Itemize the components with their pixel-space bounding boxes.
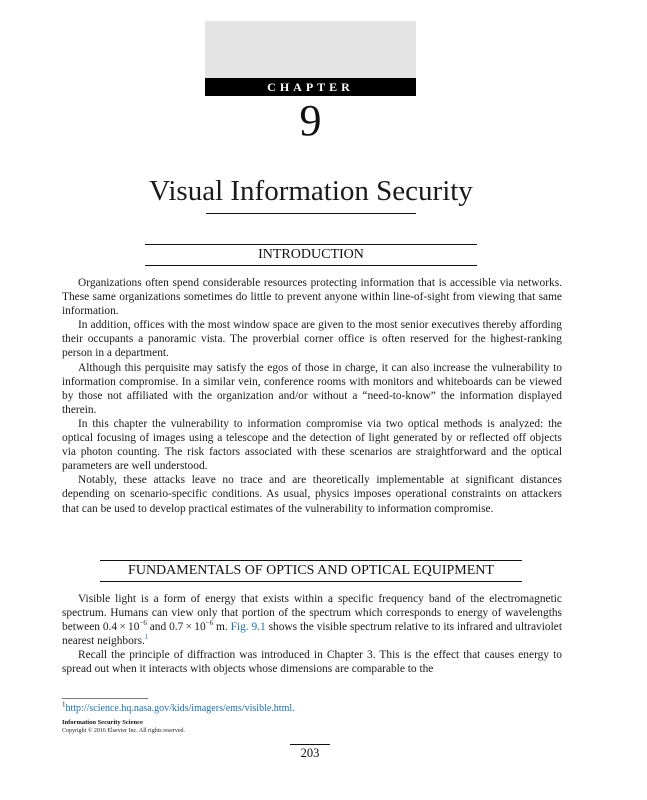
text-run: shows the visible spectrum relative to its infrared and ultraviolet nearest neighbors. [62,621,562,648]
footnote-marker: 1 [62,700,66,709]
title-divider [206,213,416,214]
chapter-header-block [205,21,416,78]
page-number: 203 [300,746,320,760]
section-rule-top [145,244,477,245]
chapter-title: Visual Information Security [149,175,473,207]
book-title: Information Security Science [62,719,143,726]
paragraph: Notably, these attacks leave no trace and are theoretically implementable at significant distances depending on scenario-specific conditions. As usual, physics imposes operational constraints on attackers that can be used to develop practical estimates of the vulnerability to information compromise. [62,474,562,515]
paragraph: In this chapter the vulnerability to information compromise via two optical methods is analyzed: the optical focusing of images using a telescope and the detection of light generated by or reflected off objects via photon counting. The risk factors associated with these scenarios are straightforward and the optical parameters are well understood. [62,417,562,473]
paragraph [62,592,562,648]
text-run: m. [213,621,231,634]
copyright-notice: Copyright © 2016 Elsevier Inc. All rights reserved. [62,728,186,734]
text-run: Visible light is a form of energy that exists within a specific frequency band of the electromagnetic spectrum. Humans can view only that portion of the spectrum which corresponds to energy of wavelengths between 0.4 × 10 [62,593,562,634]
chapter-label: CHAPTER [205,78,416,96]
section-rule-top [100,560,522,561]
paragraph: Recall the principle of diffraction was introduced in Chapter 3. This is the effect that causes energy to spread out when it interacts with objects whose dimensions are comparable to the [62,649,562,676]
figure-link[interactable]: Fig. 9.1 [230,621,266,634]
exponent: −6 [205,619,214,628]
exponent: −6 [139,619,147,628]
footnote [62,700,562,714]
section-rule-bottom [145,265,477,266]
paragraph: Although this perquisite may satisfy the egos of those in charge, it can also increase the vulnerability to information compromise. In a similar vein, conference rooms with monitors and whiteboards can be viewed by those not affiliated with the organization and/or without a “need-to-know” the information displayed therein. [62,361,562,416]
introduction-body [62,276,562,516]
text-run: and 0.7 × 10 [146,621,206,634]
section-heading-optics: FUNDAMENTALS OF OPTICS AND OPTICAL EQUIPMENT [128,563,494,578]
page-number-rule [290,744,330,745]
footnote-url[interactable]: http://science.hq.nasa.gov/kids/imagers/ems/visible.html. [65,703,295,714]
chapter-number: 9 [299,96,322,145]
section-heading-introduction: INTRODUCTION [258,247,364,262]
optics-body [62,592,562,677]
paragraph: In addition, offices with the most window space are given to the most senior executives thereby affording their occupants a panoramic vista. The proverbial corner office is often reserved for the highest-ranking person in a department. [62,319,562,360]
footnote-divider [62,698,148,699]
paragraph: Organizations often spend considerable resources protecting information that is accessible via networks. These same organizations sometimes do little to prevent anyone within line-of-sight from viewing that same information. [62,277,562,318]
section-rule-bottom [100,581,522,582]
footnote-ref[interactable]: 1 [144,633,149,642]
